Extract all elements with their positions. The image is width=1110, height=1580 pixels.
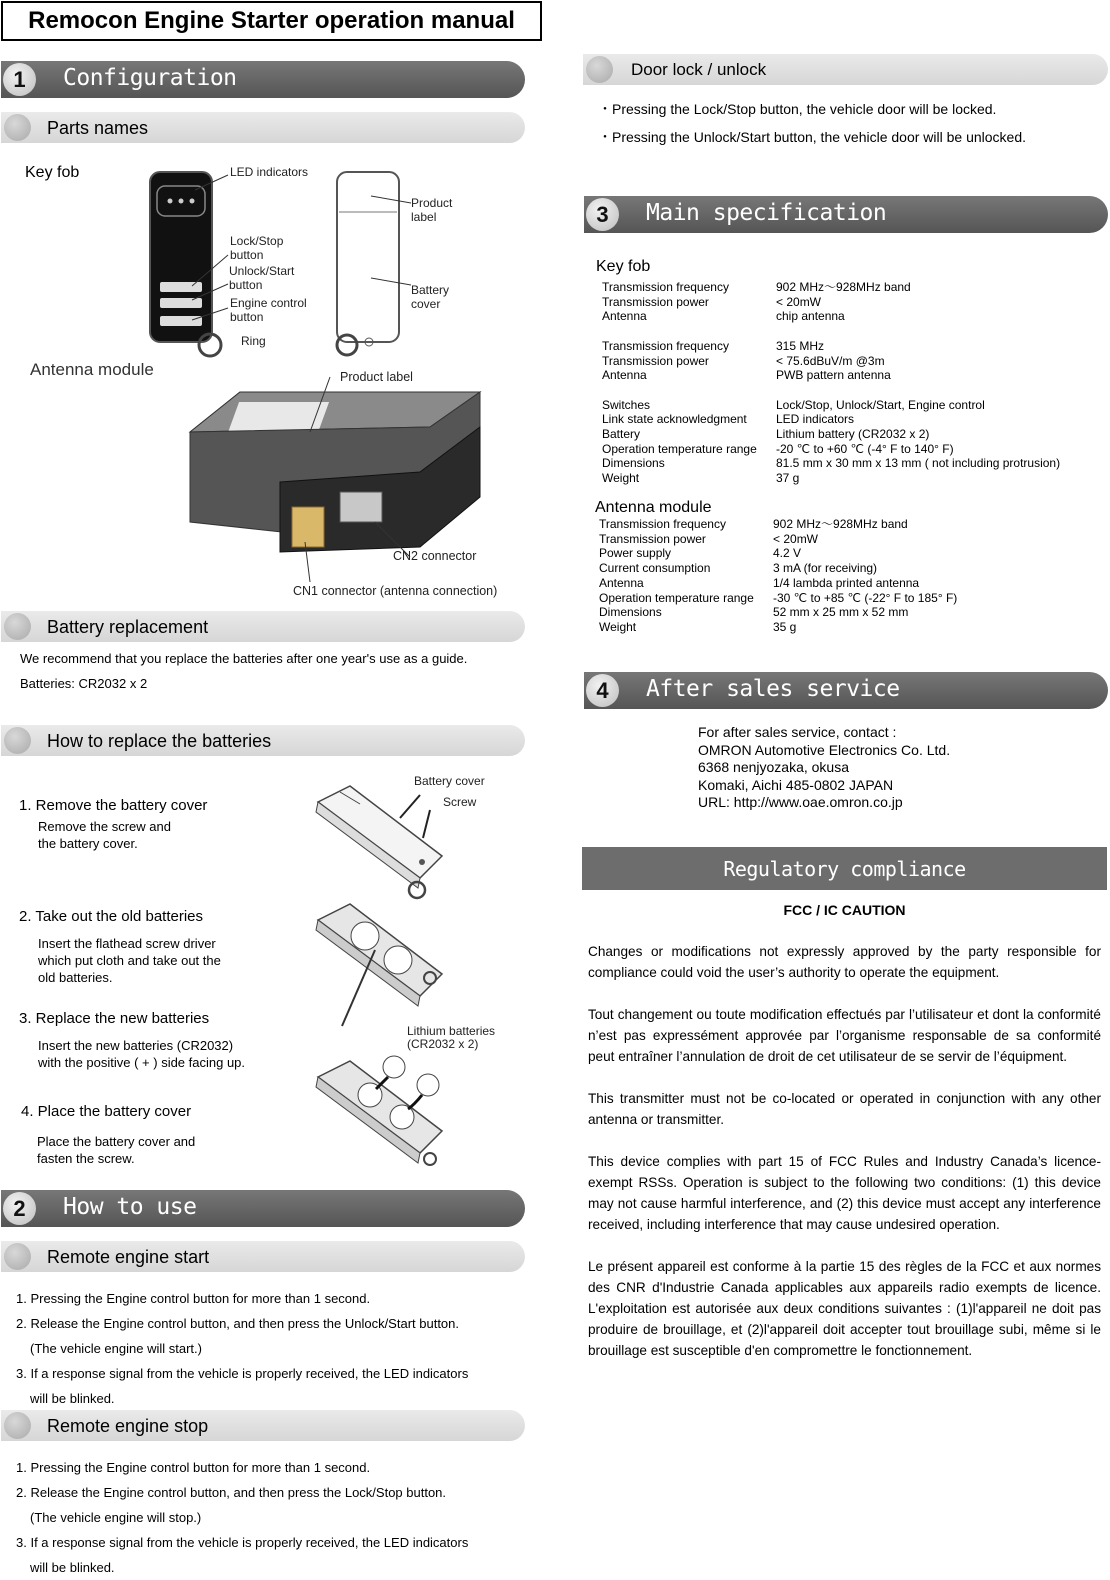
spec-value: 1/4 lambda printed antenna	[773, 575, 920, 590]
spec-row	[599, 546, 1099, 561]
subsection-title: Door lock / unlock	[631, 60, 767, 79]
subsection-title: Battery replacement	[47, 617, 209, 637]
spec-key: Weight	[599, 619, 637, 634]
remote-stop-step: will be blinked.	[30, 1560, 115, 1575]
step3-text: Insert the new batteries (CR2032) with the positive ( + ) side facing up.	[38, 1038, 246, 1070]
spec-key: Transmission frequency	[602, 338, 729, 353]
remote-start-header	[1, 1241, 525, 1272]
spec-value: 3 mA (for receiving)	[773, 561, 878, 576]
spec-key	[602, 383, 776, 398]
spec-key: Transmission power	[602, 294, 709, 309]
subsection-title: How to replace the batteries	[47, 731, 272, 751]
battery-type: Batteries: CR2032 x 2	[20, 676, 148, 691]
door-lock-header	[583, 54, 1108, 85]
bullet-dot	[4, 613, 31, 640]
spec-key: Weight	[602, 471, 640, 486]
remote-stop-steps	[16, 1455, 538, 1580]
step4-title: 4. Place the battery cover	[21, 1103, 192, 1120]
section-title: After sales service	[646, 676, 900, 702]
led-indicators-label: LED indicators	[230, 165, 309, 179]
spec-row	[602, 324, 1102, 339]
bullet-dot	[586, 56, 613, 83]
spec-row	[599, 620, 1099, 635]
remote-start-step: will be blinked.	[30, 1391, 115, 1406]
spec-row	[602, 309, 1102, 324]
section-number: 3	[586, 198, 619, 231]
spec-key: Antenna	[602, 309, 647, 324]
spec-key: Battery	[602, 427, 641, 442]
spec-value: Lithium battery (CR2032 x 2)	[776, 427, 930, 442]
step1-text: Remove the screw and the battery cover.	[38, 819, 171, 851]
remove-cover-illustration	[310, 780, 445, 900]
spec-value: 35 g	[773, 619, 797, 634]
parts-names-header	[1, 112, 525, 143]
remove-batteries-illustration	[310, 898, 445, 1028]
spec-value: Lock/Stop, Unlock/Start, Engine control	[776, 397, 985, 412]
regulatory-text	[588, 941, 1101, 1361]
spec-key: Antenna	[599, 575, 644, 590]
remote-start-step: (The vehicle engine will start.)	[30, 1341, 202, 1356]
section-number: 1	[3, 63, 36, 96]
spec-value: 37 g	[776, 471, 800, 486]
spec-row	[602, 368, 1102, 383]
spec-value: 52 mm x 25 mm x 52 mm	[773, 605, 909, 620]
spec-key: Dimensions	[602, 456, 665, 471]
contact-block	[698, 724, 950, 812]
fig-lithium-label: Lithium batteries (CR2032 x 2)	[407, 1024, 496, 1051]
step2-title: 2. Take out the old batteries	[19, 908, 204, 925]
spec-key: Transmission frequency	[602, 280, 729, 294]
step4-text: Place the battery cover and fasten the screw.	[37, 1134, 196, 1166]
battery-cover-label: Battery cover	[411, 283, 450, 311]
spec-value: < 20mW	[773, 531, 819, 546]
spec-value: -30 ℃ to +85 ℃ (-22° F to 185° F)	[773, 590, 958, 605]
remote-start-step: 3. If a response signal from the vehicle is properly received, the LED indicators	[16, 1366, 469, 1381]
spec-row	[602, 427, 1102, 442]
regulatory-paragraph: Tout changement ou toute modification effectués par l’utilisateur et dont la conformité n’est pas expressément approvée par l’organisme responsable de sa conformité peut entraîner l’annulation de droit de cet utilisateur de se servir de l’équipment.	[588, 1007, 1101, 1064]
regulatory-paragraph: This device complies with part 15 of FCC Rules and Industry Canada’s licence-exempt RSSs. Operation is subject to the following two conditions: (1) this device may not cause harmful interference, and (2) this device must accept any interference received, including interference that may cause undesired operation.	[588, 1154, 1101, 1232]
section-number: 2	[3, 1192, 36, 1225]
spec-row	[602, 442, 1102, 457]
step1-title: 1. Remove the battery cover	[19, 797, 208, 814]
key-fob-back-illustration	[325, 168, 415, 360]
contact-url: URL: http://www.oae.omron.co.jp	[698, 794, 903, 810]
spec-value: 902 MHz～928MHz band	[776, 280, 911, 294]
spec-row	[602, 412, 1102, 427]
antenna-module-illustration	[180, 372, 520, 602]
engine-control-label: Engine control button	[230, 296, 307, 324]
lock-stop-label: Lock/Stop button	[230, 234, 284, 262]
fig-battery-cover-label: Battery cover	[414, 774, 485, 788]
spec-row	[599, 517, 1099, 532]
spec-value: 315 MHz	[776, 338, 825, 353]
spec-value	[776, 383, 779, 398]
unlock-start-label: Unlock/Start button	[229, 264, 295, 292]
spec-antenna-table	[599, 517, 1099, 635]
regulatory-header: Regulatory compliance	[582, 847, 1107, 890]
remote-stop-step: 3. If a response signal from the vehicle is properly received, the LED indicators	[16, 1535, 469, 1550]
spec-value	[776, 324, 779, 339]
replace-batteries-illustration	[310, 1055, 445, 1175]
spec-key	[602, 324, 776, 339]
bullet-dot	[4, 727, 31, 754]
spec-row	[602, 398, 1102, 413]
spec-key: Link state acknowledgment	[602, 412, 747, 427]
remote-start-step: 1. Pressing the Engine control button for more than 1 second.	[16, 1291, 371, 1306]
spec-value: chip antenna	[776, 309, 845, 324]
spec-row	[602, 280, 1102, 295]
address-line: Komaki, Aichi 485-0802 JAPAN	[698, 776, 894, 793]
how-to-replace-header	[1, 725, 525, 756]
battery-replacement-header	[1, 611, 525, 642]
remote-start-step: 2. Release the Engine control button, and then press the Unlock/Start button.	[16, 1316, 460, 1331]
spec-row	[602, 339, 1102, 354]
subsection-title: Parts names	[47, 118, 149, 138]
cn2-connector-label: CN2 connector	[393, 549, 477, 563]
contact-line: For after sales service, contact :	[698, 724, 897, 740]
spec-key: Switches	[602, 397, 651, 412]
spec-key: Dimensions	[599, 605, 662, 620]
fig-screw-label: Screw	[443, 795, 477, 809]
spec-row	[602, 354, 1102, 369]
regulatory-paragraph: This transmitter must not be co-located or operated in conjunction with any other antenna or transmitter.	[588, 1091, 1101, 1127]
section-title: Main specification	[646, 200, 887, 226]
spec-key: Operation temperature range	[599, 590, 754, 605]
spec-value: < 20mW	[776, 294, 822, 309]
page-title: Remocon Engine Starter operation manual	[1, 1, 542, 41]
remote-start-steps	[16, 1286, 538, 1411]
section-number: 4	[586, 674, 619, 707]
step3-title: 3. Replace the new batteries	[19, 1010, 210, 1027]
ring-label: Ring	[241, 334, 266, 348]
spec-row	[599, 591, 1099, 606]
spec-value: -20 ℃ to +60 ℃ (-4° F to 140° F)	[776, 441, 954, 456]
section-how-to-use-header	[1, 1190, 525, 1227]
section-title: Configuration	[63, 65, 237, 91]
spec-row	[599, 605, 1099, 620]
spec-value: PWB pattern antenna	[776, 368, 891, 383]
section-title: How to use	[63, 1194, 197, 1220]
spec-key: Current consumption	[599, 561, 711, 576]
regulatory-paragraph: Le présent appareil est conforme à la partie 15 des règles de la FCC et aux normes des CNR d'Industrie Canada applicables aux appareils radio exempts de licence. L'exploitation est autorisée aux deux conditions suivantes : (1)l'appareil ne doit pas produire de brouillage, et (2)l'appareil doit accepter tout brouillage subi, même si le brouillage est susceptible d'en compromettre le fonctionnement.	[588, 1259, 1101, 1358]
spec-row	[602, 456, 1102, 471]
remote-stop-header	[1, 1410, 525, 1441]
spec-value: < 75.6dBuV/m @3m	[776, 353, 885, 368]
bullet-dot	[4, 114, 31, 141]
regulatory-paragraph: Changes or modifications not expressly approved by the party responsible for compliance could void the user’s authority to operate the equipment.	[588, 944, 1101, 980]
product-label-label: Product label	[411, 196, 453, 224]
fcc-caution-title: FCC / IC CAUTION	[783, 902, 906, 918]
spec-antenna-heading: Antenna module	[595, 499, 712, 516]
spec-row	[602, 471, 1102, 486]
spec-row	[599, 532, 1099, 547]
spec-keyfob-table	[602, 280, 1102, 486]
spec-key: Operation temperature range	[602, 441, 757, 456]
spec-value: 902 MHz～928MHz band	[773, 517, 908, 531]
door-unlock-text: ・Pressing the Unlock/Start button, the vehicle door will be unlocked.	[598, 129, 1027, 145]
spec-value: LED indicators	[776, 412, 855, 427]
spec-key: Antenna	[602, 368, 647, 383]
step2-text: Insert the flathead screw driver which put cloth and take out the old batteries.	[38, 936, 221, 985]
spec-row	[602, 383, 1102, 398]
antenna-product-label: Product label	[340, 370, 413, 384]
spec-key: Transmission power	[599, 531, 706, 546]
subsection-title: Remote engine start	[47, 1247, 210, 1267]
cn1-connector-label: CN1 connector (antenna connection)	[293, 584, 498, 598]
key-fob-label: Key fob	[25, 164, 80, 181]
spec-key: Transmission power	[602, 353, 709, 368]
subsection-title: Remote engine stop	[47, 1416, 209, 1436]
spec-row	[599, 576, 1099, 591]
battery-recommendation: We recommend that you replace the batteries after one year's use as a guide.	[20, 651, 468, 666]
section-configuration-header	[1, 61, 525, 98]
address-line: 6368 nenjyozaka, okusa	[698, 759, 849, 775]
spec-value: 81.5 mm x 30 mm x 13 mm ( not including protrusion)	[776, 456, 1061, 471]
remote-stop-step: 1. Pressing the Engine control button for more than 1 second.	[16, 1460, 371, 1475]
antenna-module-label: Antenna module	[30, 360, 154, 379]
section-after-sales-header	[584, 672, 1108, 709]
bullet-dot	[4, 1243, 31, 1270]
door-lock-text: ・Pressing the Lock/Stop button, the vehicle door will be locked.	[598, 101, 997, 117]
bullet-dot	[4, 1412, 31, 1439]
section-main-spec-header	[584, 196, 1108, 233]
spec-keyfob-heading: Key fob	[596, 258, 651, 275]
spec-value: 4.2 V	[773, 546, 802, 561]
remote-stop-step: 2. Release the Engine control button, and then press the Lock/Stop button.	[16, 1485, 447, 1500]
spec-key: Power supply	[599, 546, 672, 561]
remote-stop-step: (The vehicle engine will stop.)	[30, 1510, 202, 1525]
spec-row	[599, 561, 1099, 576]
spec-key: Transmission frequency	[599, 517, 726, 531]
spec-row	[602, 295, 1102, 310]
company-name: OMRON Automotive Electronics Co. Ltd.	[698, 741, 951, 758]
